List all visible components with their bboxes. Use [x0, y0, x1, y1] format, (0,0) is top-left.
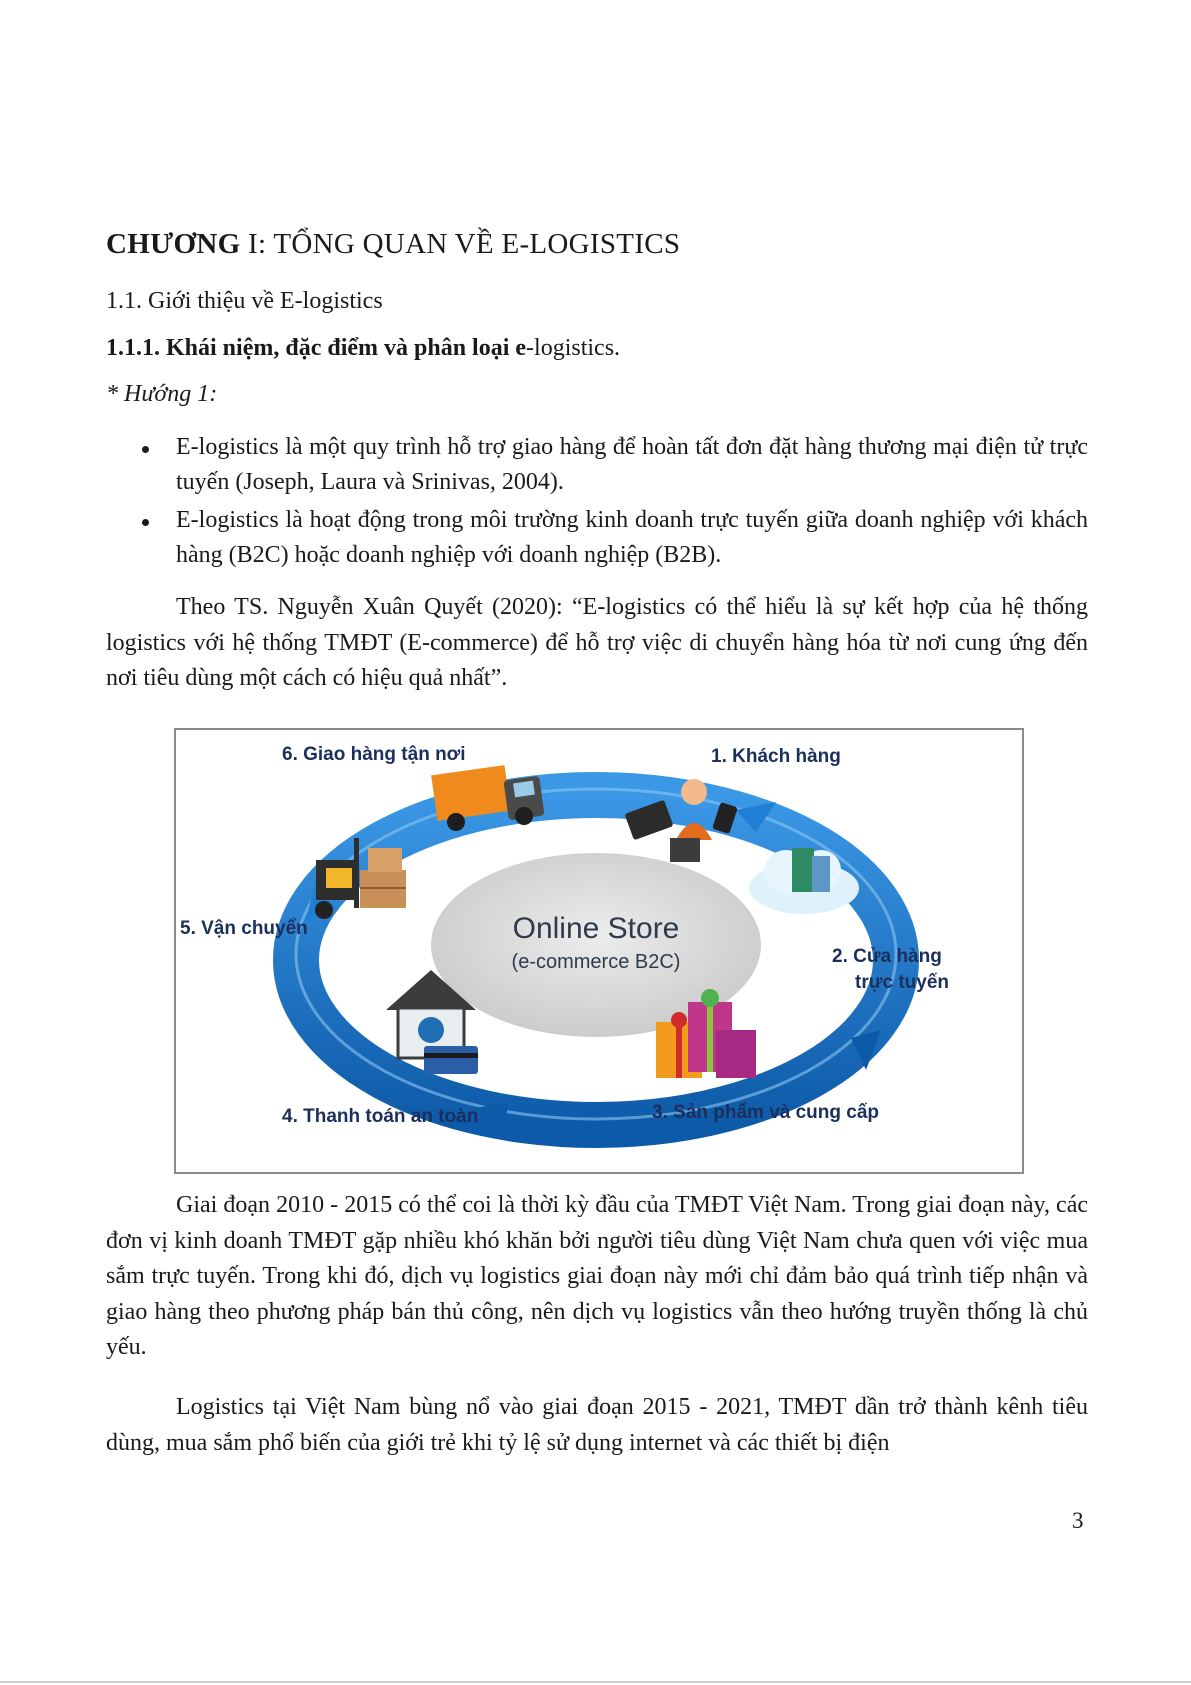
chapter-title-rest: I: TỔNG QUAN VỀ E-LOGISTICS [240, 228, 681, 260]
center-subtitle: (e-commerce B2C) [511, 951, 681, 973]
step-label-secure-payment: 4. Thanh toán an toàn [282, 1106, 479, 1127]
subsection-title-normal: -logistics. [526, 335, 621, 361]
page-number: 3 [1072, 1508, 1084, 1533]
paragraph-2015-2021: Logistics tại Việt Nam bùng nổ vào giai đoạn 2015 - 2021, TMĐT dần trở thành kênh tiêu dùng, mua sắm phổ biến của giới trẻ khi tỷ lệ sử dụng internet và các thiết bị điện [106, 1394, 1088, 1456]
subsection-title [106, 335, 620, 362]
chapter-title [106, 228, 680, 261]
paragraph-2010-2015: Giai đoạn 2010 - 2015 có thể coi là thời kỳ đầu của TMĐT Việt Nam. Trong giai đoạn này, các đơn vị kinh doanh TMĐT gặp nhiều khó khăn bởi người tiêu dùng Việt Nam chưa quen với việc mua sắm trực tuyến. Trong khi đó, dịch vụ logistics giai đoạn này mới chỉ đảm bảo quá trình tiếp nhận và giao hàng theo phương pháp bán thủ công, nên dịch vụ logistics vẫn theo hướng truyền thống là chủ yếu. [106, 1192, 1088, 1360]
bullet-dot-icon [142, 519, 149, 526]
definition-list [106, 430, 1088, 576]
step-label-customer: 1. Khách hàng [711, 746, 841, 767]
e-logistics-cycle-figure [174, 728, 1024, 1174]
step-label-online-shop-line1: 2. Cửa hàng [832, 946, 942, 967]
cycle-diagram [176, 730, 1022, 1172]
list-item-text: E-logistics là một quy trình hỗ trợ giao hàng để hoàn tất đơn đặt hàng thương mại điện tử trực tuyến (Joseph, Laura và Srinivas, 2004). [176, 434, 1088, 495]
footer-divider [0, 1681, 1191, 1683]
step-label-transport: 5. Vận chuyển [180, 918, 308, 939]
list-item [106, 503, 1088, 573]
section-title: 1.1. Giới thiệu về E-logistics [106, 288, 383, 314]
center-title: Online Store [512, 912, 680, 945]
step-label-online-shop-line2: trực tuyến [855, 972, 949, 993]
list-item [106, 430, 1088, 500]
step-label-doorstep-delivery: 6. Giao hàng tận nơi [282, 744, 466, 765]
paragraph-definition: Theo TS. Nguyễn Xuân Quyết (2020): “E-logistics có thể hiểu là sự kết hợp của hệ thống logistics với hệ thống TMĐT (E-commerce) để hỗ trợ việc di chuyển hàng hóa từ nơi cung ứng đến nơi tiêu dùng một cách có hiệu quả nhất”. [106, 594, 1088, 691]
subsection-title-bold: 1.1.1. Khái niệm, đặc điểm và phân loại e [106, 335, 527, 361]
list-item-text: E-logistics là hoạt động trong môi trường kinh doanh trực tuyến giữa doanh nghiệp với khách hàng (B2C) hoặc doanh nghiệp với doanh nghiệp (B2B). [176, 507, 1088, 568]
step-label-product-supply: 3. Sản phẩm và cung cấp [652, 1102, 880, 1123]
bullet-dot-icon [142, 446, 149, 453]
chapter-title-strong: CHƯƠNG [106, 228, 241, 260]
direction-label: * Hướng 1: [106, 381, 218, 407]
